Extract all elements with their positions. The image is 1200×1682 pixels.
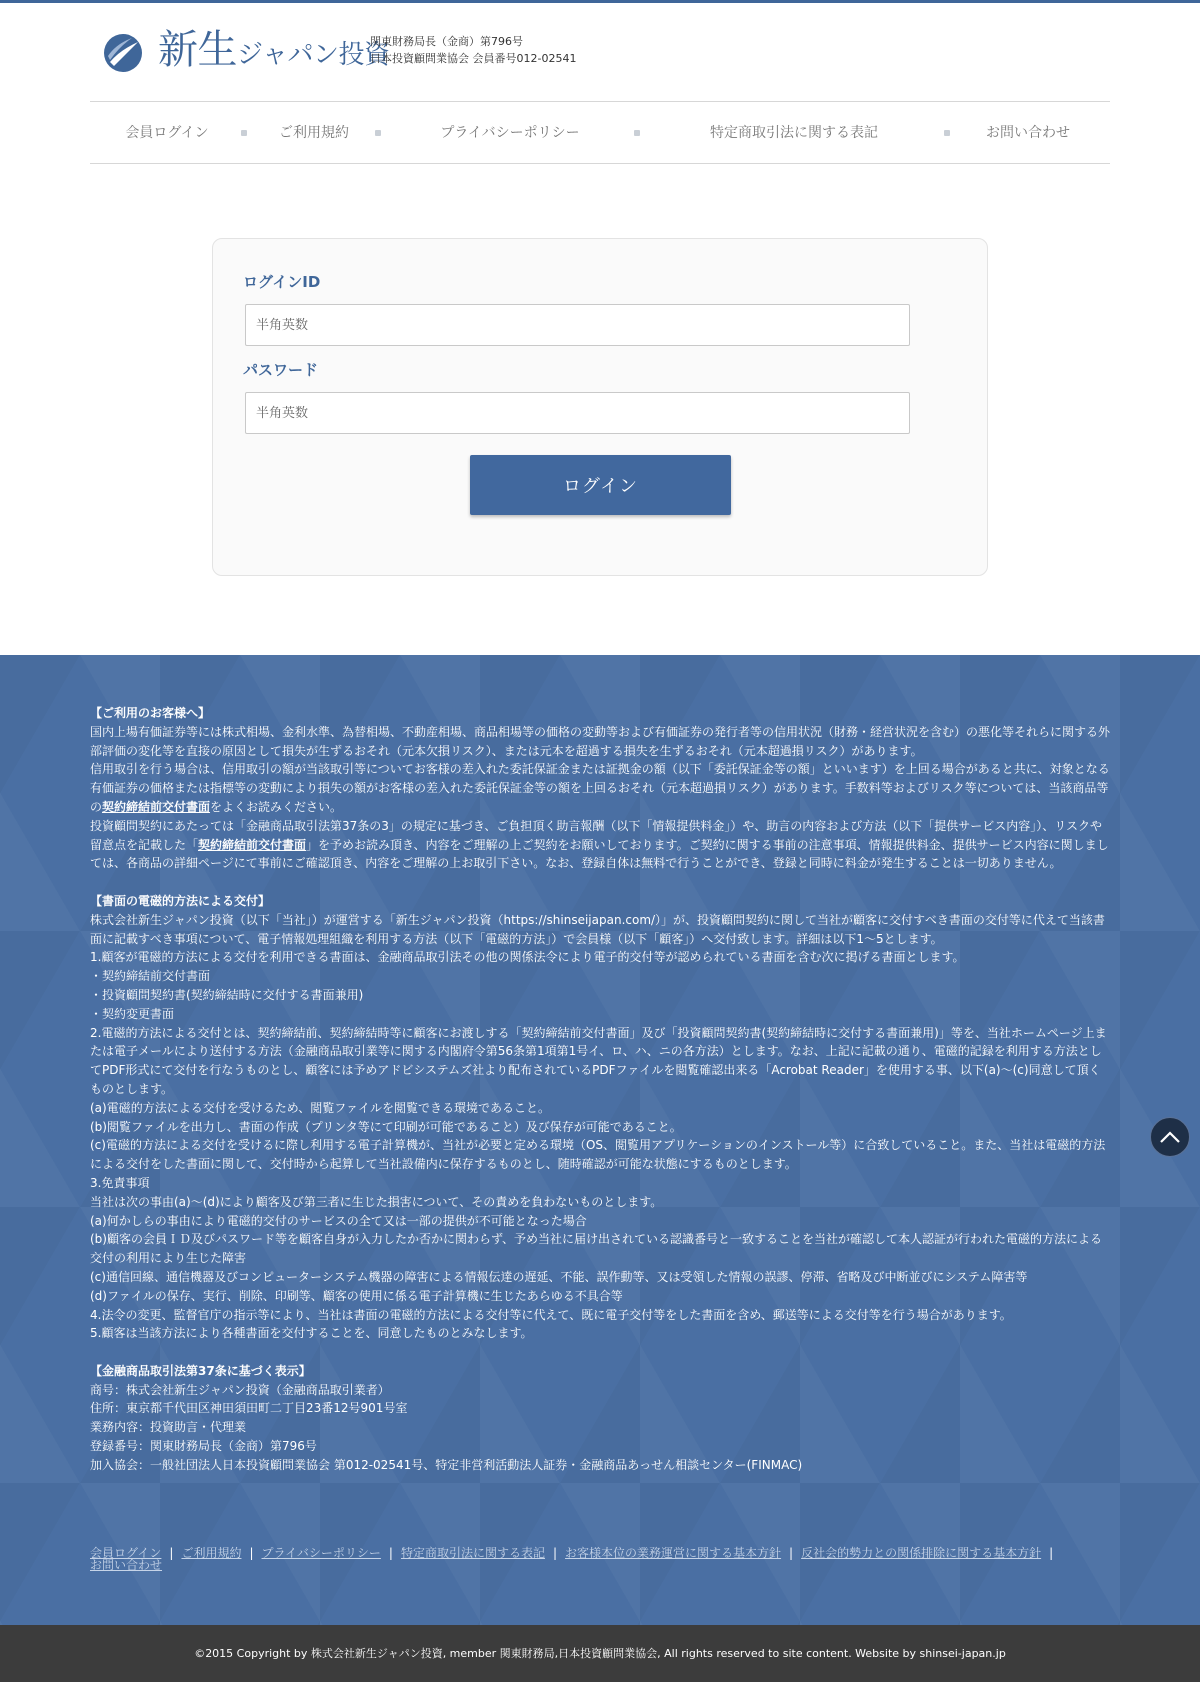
logo-wordmark [158,29,389,76]
notice-line: (b)閲覧ファイルを出力し、書面の作成（プリンタ等にて印刷が可能であること）及び保存が可能であること。 [90,1119,682,1134]
notice-line: (b)顧客の会員ＩＤ及びパスワード等を顧客自身が入力したか否かに関わらず、予め当社に届け出されている認識番号と一致することを当社が確認して本人認証が行われた電磁的方法による交付の利用により生じた障害 [90,1232,1103,1266]
legal-notice [90,704,1110,1475]
notice-line: 加入協会：一般社団法人日本投資顧問業協会 第012-02541号、特定非営利活動法人証券・金融商品あっせん相談センター(FINMAC) [90,1457,803,1472]
footer-link-privacy-policy[interactable]: プライバシーポリシー [261,1546,381,1560]
notice-line: (c)電磁的方法による交付を受けるに際し利用する電子計算機が、当社が必要と定める環境（OS、閲覧用アプリケーションのインストール等）に合致していること。また、当社は電磁的方法による交付をした書面に関して、交付時から起算して当社設備内に保存するものとし、随時確認が可能な状態にするものとします。 [90,1138,1106,1172]
notice-paragraph [90,817,1110,873]
footer-link-commercial-transactions[interactable]: 特定商取引法に関する表記 [400,1546,545,1560]
notice-line: ・契約締結前交付書面 [90,969,211,984]
login-id-label: ログインID [243,273,321,291]
registration-line-2: 日本投資顧問業協会 会員番号012-02541 [370,52,577,65]
notice-text: 」を予めお読み頂き、内容をご理解の上ご契約をお願いしております。ご契約に関する事前の注意事項、情報提供料金、提供サービス内容に関しましては、各商品の詳細ページにて事前にご確認頂き、内容をご理解の上お取引下さい。なお、登録自体は無料で行うことができ、登録と同時に料金が発生することは一切ありません。 [90,837,1109,871]
notice-line: 5.顧客は当該方法により各種書面を交付することを、同意したものとみなします。 [90,1326,533,1341]
registration-info [370,33,576,67]
footer-link-terms[interactable]: ご利用規約 [181,1546,242,1560]
nav-item-member-login[interactable]: 会員ログイン [125,125,209,141]
notice-line: (c)通信回線、通信機器及びコンピューターシステム機器の障害による情報伝達の遅延、不能、誤作動等、又は受領した情報の誤謬、停滞、省略及び中断並びにシステム障害等 [90,1269,1028,1284]
link-separator: | [789,1546,794,1560]
notice-heading-electronic-delivery: 【書面の電磁的方法による交付】 [90,893,271,908]
notice-text: をよくお読みください。 [210,799,343,814]
scroll-to-top-button[interactable] [1150,1117,1190,1157]
notice-text: 信用取引を行う場合は、信用取引の額が当該取引等についてお客様の差入れた委託保証金または証拠金の額（以下「委託保証金等の額」といいます）を上回る場合があると共に、対象となる有価証券の価格または指標等の変動により損失の額がお客様の差入れた委託保証金等の額を上回るおそれ（元本超過損リスク）があります。手数料等およびリスク等については、当該商品等の [90,762,1110,814]
link-separator: | [1049,1546,1054,1560]
login-panel [212,238,988,576]
notice-heading-article-37: 【金融商品取引法第37条に基づく表示】 [90,1363,311,1378]
notice-line: 3.免責事項 [90,1175,150,1190]
notice-line: 商号：株式会社新生ジャパン投資（金融商品取引業者） [90,1382,390,1397]
notice-line: 4.法令の変更、監督官庁の指示等により、当社は書面の電磁的方法による交付等に代えて、既に電子交付等をした書面を含め、郵送等による交付等を行う場合があります。 [90,1307,1012,1322]
notice-line: 当社は次の事由(a)〜(d)により顧客及び第三者に生じた損害について、その責めを負わないものとします。 [90,1194,663,1209]
notice-line: ・契約変更書面 [90,1006,175,1021]
password-input[interactable] [245,392,910,434]
nav-separator [634,130,640,136]
notice-line: ・投資顧問契約書(契約締結時に交付する書面兼用) [90,987,364,1002]
spacer [90,873,1110,892]
login-id-input[interactable] [245,304,910,346]
link-separator: | [388,1546,393,1560]
logo-wordmark-big: 新生 [158,27,237,73]
nav-item-terms[interactable]: ご利用規約 [279,125,349,141]
spacer [90,1343,1110,1362]
logo-wordmark-small: ジャパン投資 [237,40,390,70]
site-footer [0,655,1200,1625]
copyright-bar [0,1625,1200,1682]
notice-heading-users: 【ご利用のお客様へ】 [90,706,211,720]
site-logo[interactable] [102,29,389,76]
site-header [90,3,1110,102]
globe-logo-icon [102,32,144,74]
nav-separator [241,130,247,136]
notice-line: (a)電磁的方法による交付を受けるため、閲覧ファイルを閲覧できる環境であること。 [90,1100,551,1115]
nav-separator [375,130,381,136]
nav-item-contact[interactable]: お問い合わせ [986,125,1070,141]
notice-text: 投資顧問契約にあたっては「金融商品取引法第37条の3」の規定に基づき、ご負担頂く助言報酬（以下「情報提供料金」）や、助言の内容および方法（以下「提供サービス内容」）、リスクや留意点を記載した「 [90,818,1102,852]
footer-link-antisocial-forces-policy[interactable]: 反社会的勢力との関係排除に関する基本方針 [801,1546,1042,1560]
notice-line: 株式会社新生ジャパン投資（以下「当社」）が運営する「新生ジャパン投資（https://shinseijapan.com/）」が、投資顧問契約に関して当社が顧客に交付すべき書面の交付等に代えて当該書面に記載すべき事項について、電子情報処理組織を利用する方法（以下「電磁的方法」）で会員様（以下「顧客」）へ交付致します。詳細は以下1〜5とします。 [90,912,1105,946]
footer-link-customer-first-policy[interactable]: お客様本位の業務運営に関する基本方針 [565,1546,782,1560]
notice-paragraph: 国内上場有価証券等には株式相場、金利水準、為替相場、不動産相場、商品相場等の価格の変動等および有価証券の発行者等の信用状況（財務・経営状況を含む）の悪化等それらに関する外部評価の変化等を直接の原因として損失が生ずるおそれ（元本欠損リスク）、または元本を超過する損失を生ずるおそれ（元本超過損リスク）があります。 [90,724,1111,758]
notice-line: (d)ファイルの保存、実行、削除、印刷等、顧客の使用に係る電子計算機に生じたあらゆる不具合等 [90,1288,623,1303]
notice-line: 登録番号：関東財務局長（金商）第796号 [90,1439,317,1454]
notice-line: (a)何かしらの事由により電磁的交付のサービスの全て又は一部の提供が不可能となった場合 [90,1213,587,1228]
footer-link-member-login[interactable]: 会員ログイン [90,1546,162,1560]
nav-item-privacy-policy[interactable]: プライバシーポリシー [440,125,580,141]
password-label: パスワード [243,361,319,379]
copyright-text: ©2015 Copyright by 株式会社新生ジャパン投資, member 関東財務局,日本投資顧問業協会, All rights reserved to site content. Website by shinsei-japan.jp [194,1647,1006,1660]
main-nav [90,102,1110,164]
notice-line: 2.電磁的方法による交付とは、契約締結前、契約締結時等に顧客にお渡しする「契約締結前交付書面」及び「投資顧問契約書(契約締結時に交付する書面兼用)」等を、当社ホームページ上または電子メールにより送付する方法（金融商品取引業等に関する内閣府令第56条第1項第1号イ、ロ、ハ、ニの各方法）とします。なお、上記に記載の通り、電磁的記録を利用する方法としてPDF形式にて交付を行なうものとし、顧客には予めアドビシステムズ社より配布されているPDFファイルを閲覧確認出来る「Acrobat Reader」を使用する事、以下(a)〜(c)同意して頂くものとします。 [90,1025,1107,1096]
notice-line: 1.顧客が電磁的方法による交付を利用できる書面は、金融商品取引法その他の関係法令により電子的交付等が認められている書面を含む次に掲げる書面とします。 [90,950,965,965]
nav-separator [944,130,950,136]
nav-item-commercial-transactions[interactable]: 特定商取引法に関する表記 [710,125,878,141]
registration-line-1: 関東財務局長（金商）第796号 [370,35,523,48]
notice-paragraph [90,760,1110,816]
notice-line: 業務内容：投資助言・代理業 [90,1420,247,1435]
link-separator: | [169,1546,174,1560]
link-separator: | [552,1546,558,1560]
pre-contract-document-link[interactable]: 契約締結前交付書面 [198,837,307,852]
footer-link-contact[interactable]: お問い合わせ [90,1558,163,1572]
login-button[interactable]: ログイン [470,455,731,515]
footer-links [90,1547,1120,1571]
notice-line: 住所：東京都千代田区神田須田町二丁目23番12号901号室 [90,1401,408,1416]
chevron-up-icon [1159,1130,1181,1144]
link-separator: | [249,1546,254,1560]
pre-contract-document-link[interactable]: 契約締結前交付書面 [102,799,211,814]
